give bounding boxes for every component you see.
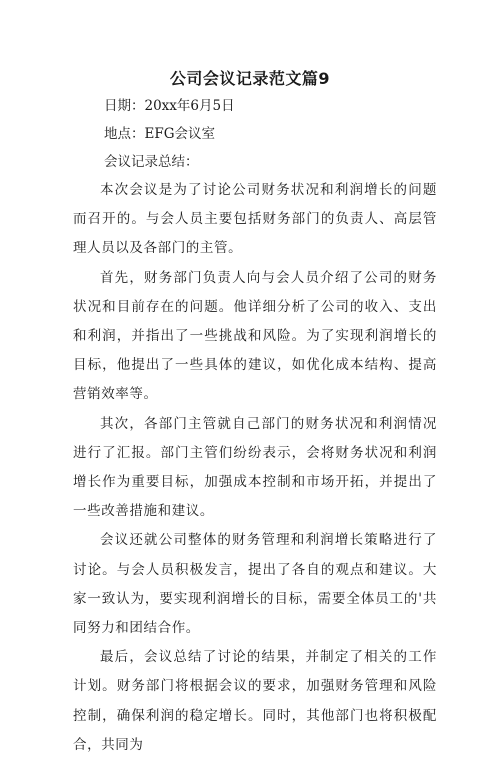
meeting-date: 日期：20xx年6月5日 <box>104 98 235 114</box>
paragraph-conclusion: 最后，会议总结了讨论的结果，并制定了相关的工作计划。财务部门将根据会议的要求，加强财务管理和风险控制，确保利润的稳定增长。同时，其他部门也将积极配合，共同为 <box>73 649 437 753</box>
document-title: 公司会议记录范文篇9 <box>169 69 331 88</box>
document-body <box>73 176 437 760</box>
meeting-location: 地点：EFG会议室 <box>104 126 216 142</box>
summary-heading: 会议记录总结： <box>104 154 199 170</box>
paragraph-department-reports: 其次，各部门主管就自己部门的财务状况和利润情况进行了汇报。部门主管们纷纷表示，会将财务状况和利润增长作为重要目标，加强成本控制和市场开拓，并提出了一些改善措施和建议。 <box>73 415 437 520</box>
paragraph-finance-report: 首先，财务部门负责人向与会人员介绍了公司的财务状况和目前存在的问题。他详细分析了公司的收入、支出和利润，并指出了一些挑战和风险。为了实现利润增长的目标，他提出了一些具体的建议，如优化成本结构、提高营销效率等。 <box>73 269 437 403</box>
paragraph-discussion: 会议还就公司整体的财务管理和利润增长策略进行了讨论。与会人员积极发言，提出了各自的观点和建议。大家一致认为，要实现利润增长的目标，需要全体员工的'共同努力和团结合作。 <box>73 532 437 637</box>
paragraph-intro: 本次会议是为了讨论公司财务状况和利润增长的问题而召开的。与会人员主要包括财务部门的负责人、高层管理人员以及各部门的主管。 <box>73 182 437 257</box>
